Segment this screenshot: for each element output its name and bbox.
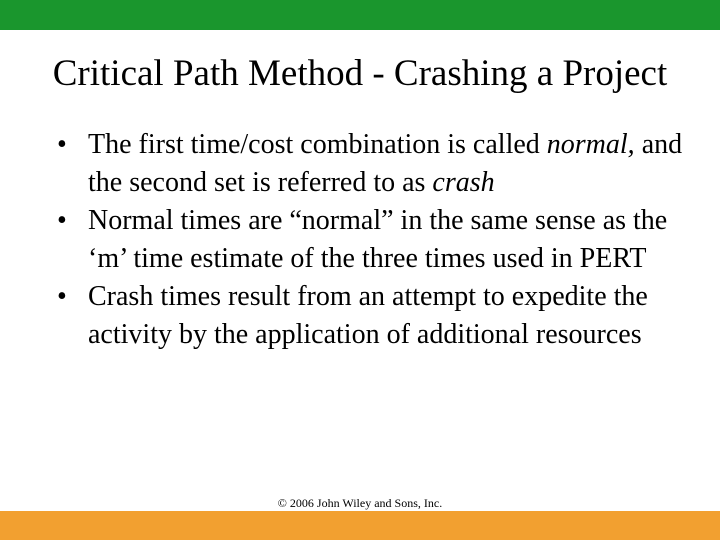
term-crash: crash xyxy=(432,167,495,198)
bullet-text-segment: Normal times are “normal” in the same sense as the ‘m’ time estimate of the three times used in PERT xyxy=(88,205,668,274)
term-normal: normal, xyxy=(546,129,635,160)
copyright-footer: © 2006 John Wiley and Sons, Inc. xyxy=(277,496,443,510)
bullet-dot-icon: • xyxy=(57,129,67,160)
top-accent-bar xyxy=(0,0,720,30)
bullet-list xyxy=(57,126,697,354)
bullet-text-segment: The first time/cost combination is called xyxy=(88,129,547,160)
bullet-item xyxy=(57,278,697,354)
bullet-dot-icon: • xyxy=(57,205,67,236)
bottom-accent-bar xyxy=(0,511,720,540)
bullet-text-segment: and the second set is referred to as xyxy=(88,129,683,198)
bullet-dot-icon: • xyxy=(57,281,67,312)
bullet-text-segment: Crash times result from an attempt to expedite the activity by the application of additional resources xyxy=(88,281,648,350)
bullet-item xyxy=(57,126,697,202)
bullet-item xyxy=(57,202,697,278)
slide-title: Critical Path Method - Crashing a Project xyxy=(52,53,668,94)
